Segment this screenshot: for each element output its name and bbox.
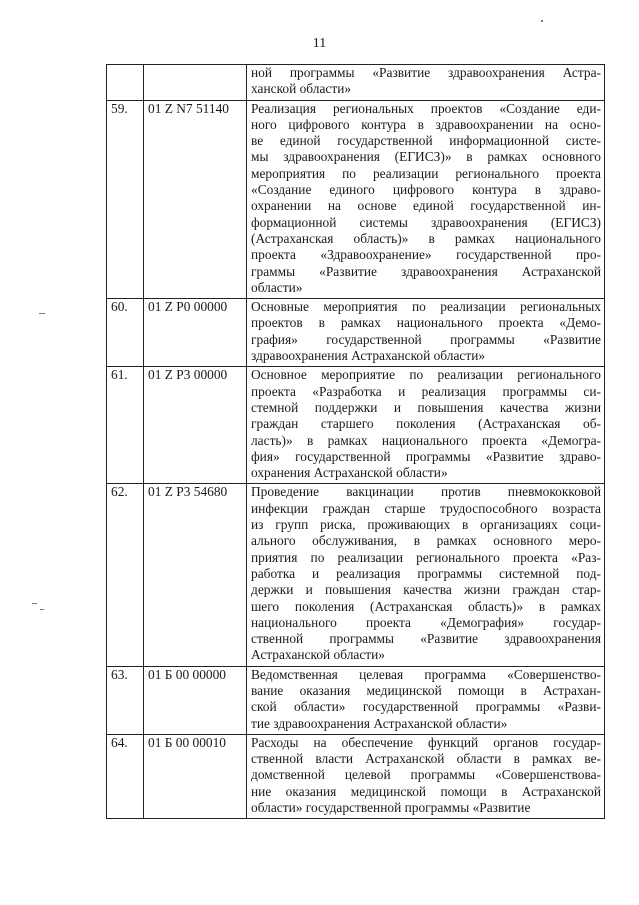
budget-classification-table: [106, 64, 605, 819]
table-row: [107, 484, 605, 666]
description-line: ской области» государственной программы «Разви-: [251, 699, 601, 715]
description-cell: [247, 484, 605, 666]
scan-speck: [39, 313, 45, 314]
classification-code-cell: 01 Z N7 51140: [144, 100, 247, 299]
description-line: домственной целевой программы «Совершенствова-: [251, 767, 601, 783]
classification-code-cell: [144, 65, 247, 101]
description-line: приятия по реализации регионального проекта «Раз-: [251, 549, 601, 565]
description-cell: [247, 65, 605, 101]
description-line: ласть)» в рамках национального проекта «Демогра-: [251, 432, 601, 448]
description-line: области» государственной программы «Развитие: [251, 800, 531, 816]
table-row: [107, 367, 605, 484]
description-line: шего поколения (Астраханская область)» в рамках: [251, 598, 601, 614]
description-line: ного цифрового контура в здравоохранении на осно-: [251, 116, 601, 132]
description-line: стемной поддержки и повышения качества жизни: [251, 399, 601, 415]
page-number: 11: [312, 36, 327, 51]
description-line: граммы «Развитие здравоохранения Астраханской: [251, 263, 601, 279]
description-line: ственной программы «Развитие здравоохранения: [251, 631, 601, 647]
description-cell: [247, 367, 605, 484]
description-line: Основное мероприятие по реализации регионального: [251, 367, 601, 383]
description-line: граждан старшего поколения (Астраханская об-: [251, 416, 601, 432]
description-line: Основные мероприятия по реализации региональных: [251, 299, 601, 315]
description-cell: [247, 734, 605, 818]
description-line: проектов в рамках национального проекта «Демо-: [251, 315, 601, 331]
description-line: ственной власти Астраханской области в рамках ве-: [251, 751, 601, 767]
description-line: формационной системы здравоохранения (ЕГИСЗ): [251, 214, 601, 230]
description-line: держки и повышения качества жизни граждан стар-: [251, 582, 601, 598]
row-number-cell: 63.: [107, 666, 144, 734]
row-number-cell: 64.: [107, 734, 144, 818]
description-line: проекта «Разработка и реализация программы си-: [251, 383, 601, 399]
description-line: мы здравоохранения (ЕГИСЗ)» в рамках основного: [251, 149, 601, 165]
description-cell: [247, 299, 605, 367]
table-body: [107, 65, 605, 819]
description-line: Расходы на обеспечение функций органов государ-: [251, 734, 601, 750]
table-row: [107, 734, 605, 818]
classification-code-cell: 01 Б 00 00010: [144, 734, 247, 818]
description-line: здравоохранения Астраханской области»: [251, 348, 486, 364]
row-number-cell: [107, 65, 144, 101]
scan-speck: [32, 603, 37, 604]
description-line: «Создание единого цифрового контура в здраво-: [251, 182, 601, 198]
row-number-cell: 61.: [107, 367, 144, 484]
description-line: мероприятия по реализации регионального проекта: [251, 165, 601, 181]
scan-speck: [541, 20, 543, 22]
description-cell: [247, 666, 605, 734]
classification-code-cell: 01 Z P0 00000: [144, 299, 247, 367]
description-line: национального проекта «Демография» государ-: [251, 614, 601, 630]
description-line: ального обслуживания, в рамках основного меро-: [251, 533, 601, 549]
row-number-cell: 59.: [107, 100, 144, 299]
description-line: ной программы «Развитие здравоохранения Астра-: [251, 65, 601, 80]
description-line: Проведение вакцинации против пневмококковой: [251, 484, 601, 500]
table-row: [107, 65, 605, 101]
description-line: ве единой государственной информационной систе-: [251, 133, 601, 149]
description-line: охранения Астраханской области»: [251, 465, 448, 481]
description-line: (Астраханская область)» в рамках национального: [251, 230, 601, 246]
table-row: [107, 100, 605, 299]
scan-speck: [40, 609, 44, 610]
classification-code-cell: 01 Z P3 54680: [144, 484, 247, 666]
description-line: Ведомственная целевая программа «Совершенство-: [251, 666, 601, 682]
table-row: [107, 666, 605, 734]
description-line: ние оказания медицинской помощи в Астраханской: [251, 783, 601, 799]
description-line: фия» государственной программы «Развитие здраво-: [251, 448, 601, 464]
table-row: [107, 299, 605, 367]
description-line: области»: [251, 279, 303, 295]
description-line: вание оказания медицинской помощи в Астрахан-: [251, 682, 601, 698]
description-line: инфекции граждан старше трудоспособного возраста: [251, 500, 601, 516]
description-line: ханской области»: [251, 81, 352, 97]
description-cell: [247, 100, 605, 299]
description-line: Реализация региональных проектов «Создание еди-: [251, 100, 601, 116]
description-line: Астраханской области»: [251, 647, 385, 663]
description-line: из групп риска, проживающих в организациях соци-: [251, 517, 601, 533]
description-line: проекта «Здравоохранение» государственной про-: [251, 247, 601, 263]
classification-code-cell: 01 Б 00 00000: [144, 666, 247, 734]
classification-code-cell: 01 Z P3 00000: [144, 367, 247, 484]
row-number-cell: 62.: [107, 484, 144, 666]
description-line: тие здравоохранения Астраханской области»: [251, 715, 508, 731]
description-line: работка и реализация программы системной под-: [251, 565, 601, 581]
description-line: графия» государственной программы «Развитие: [251, 331, 601, 347]
row-number-cell: 60.: [107, 299, 144, 367]
description-line: охранении на основе единой государственной ин-: [251, 198, 601, 214]
